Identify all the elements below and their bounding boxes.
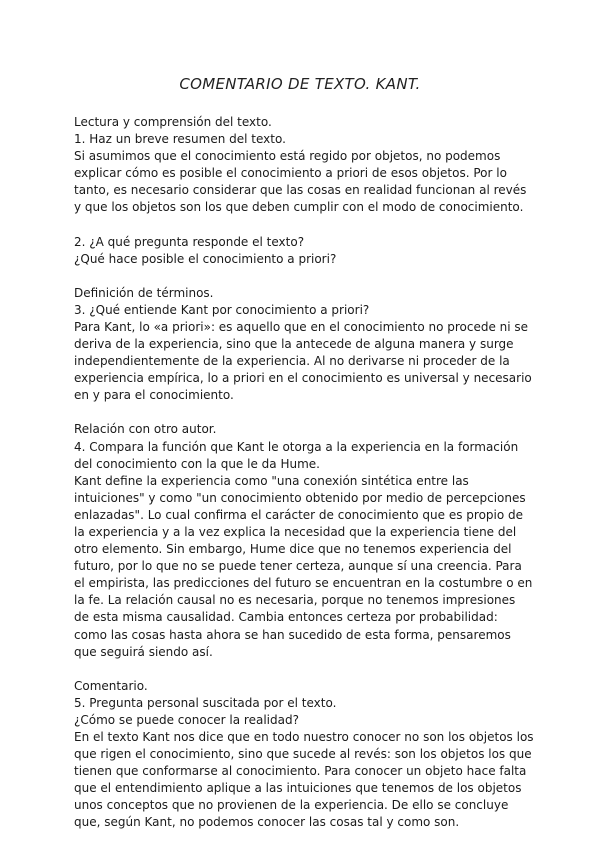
question-5: 5. Pregunta personal suscitada por el texto. [74,695,337,710]
question-1: 1. Haz un breve resumen del texto. [74,132,286,147]
section-question-2 [74,234,534,268]
section-reading [74,114,534,217]
answer-3: Para Kant, lo «a priori»: es aquello que en el conocimiento no procede ni se deriva de la experiencia, sino que la antecede de alguna manera y surge independientemente de la experiencia. Al no derivarse ni proceder de la experiencia empírica, lo a priori en el conocimiento es universal y necesario en y para el conocimiento. [74,319,532,403]
answer-4: Kant define la experiencia como "una conexión sintética entre las intuiciones" y como "un conocimiento obtenido por medio de percepciones enlazadas". Lo cual confirma el carácter de conocimiento que es propio de la experiencia y a la vez explica la necesidad que la experiencia tiene del otro elemento. Sin embargo, Hume dice que no tenemos experiencia del futuro, por lo que no se puede tener certeza, aunque sí una creencia. Para el empirista, las predicciones del futuro se encuentran en la costumbre o en la fe. La relación causal no es necesaria, porque no tenemos impresiones de esta misma causalidad. Cambia entonces certeza por probabilidad: como las cosas hasta ahora se han sucedido de esta forma, pensaremos que seguirá siendo así. [74,473,533,659]
document-body [74,114,534,832]
answer-5: En el texto Kant nos dice que en todo nuestro conocer no son los objetos los que rigen el conocimiento, sino que sucede al revés: son los objetos los que tienen que conformarse al conocimiento. Para conocer un objeto hace falta que el entendimiento aplique a las intuiciones que tenemos de los objetos unos conceptos que no provienen de la experiencia. De ello se concluye que, según Kant, no podemos conocer las cosas tal y como son. [74,730,534,830]
question-4: 4. Compara la función que Kant le otorga a la experiencia en la formación del conocimiento con la que le da Hume. [74,439,519,471]
section-heading: Definición de términos. [74,285,214,300]
subquestion-5: ¿Cómo se puede conocer la realidad? [74,712,299,727]
section-heading: Relación con otro autor. [74,422,217,437]
question-3: 3. ¿Qué entiende Kant por conocimiento a priori? [74,302,370,317]
section-definitions [74,285,534,405]
question-2: 2. ¿A qué pregunta responde el texto? [74,234,305,249]
section-heading: Lectura y comprensión del texto. [74,115,272,129]
section-heading: Comentario. [74,678,148,693]
answer-1: Si asumimos que el conocimiento está regido por objetos, no podemos explicar cómo es posible el conocimiento a priori de esos objetos. Por lo tanto, es necesario considerar que las cosas en realidad funcionan al revés y que los objetos son los que deben cumplir con el modo de conocimiento. [74,149,527,215]
document-title: COMENTARIO DE TEXTO. KANT. [179,75,421,93]
section-relation [74,421,534,660]
section-commentary [74,678,534,832]
answer-2: ¿Qué hace posible el conocimiento a priori? [74,251,337,266]
